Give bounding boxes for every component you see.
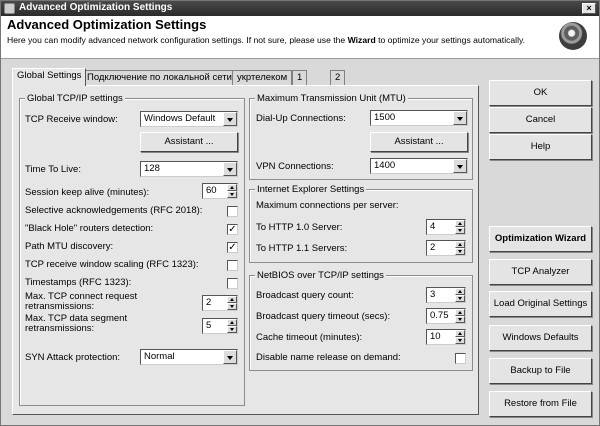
windows-defaults-button[interactable]: Windows Defaults [489, 325, 592, 351]
load-original-button[interactable]: Load Original Settings [489, 291, 592, 317]
stepper-down-icon[interactable] [455, 316, 465, 323]
max-connect-stepper[interactable] [202, 295, 238, 311]
group-tcpip-title: Global TCP/IP settings [27, 93, 123, 104]
http11-value: 2 [430, 242, 436, 253]
stepper-up-icon[interactable] [455, 330, 465, 337]
cache-label: Cache timeout (minutes): [256, 332, 363, 343]
vpn-select[interactable] [370, 158, 468, 174]
group-netbios [249, 270, 473, 371]
receive-window-select[interactable] [140, 111, 238, 127]
max-segment-value: 5 [206, 320, 212, 331]
cancel-button[interactable]: Cancel [489, 107, 592, 133]
subtitle-wizard-word: Wizard [347, 35, 376, 45]
receive-window-label: TCP Receive window: [25, 114, 118, 125]
keepalive-label: Session keep alive (minutes): [25, 187, 150, 198]
tab-global-settings[interactable]: Global Settings [12, 68, 86, 86]
header-subtitle [7, 35, 547, 45]
pmtu-label: Path MTU discovery: [25, 241, 114, 252]
stepper-buttons [455, 241, 465, 255]
receive-assistant-button[interactable]: Assistant ... [140, 132, 238, 152]
scaling-label: TCP receive window scaling (RFC 1323): [25, 259, 199, 270]
chevron-down-icon[interactable] [453, 111, 467, 125]
http10-value: 4 [430, 221, 436, 232]
stepper-buttons [455, 288, 465, 302]
bcount-value: 3 [430, 289, 436, 300]
chevron-down-icon[interactable] [223, 112, 237, 126]
globe-logo-icon [559, 22, 587, 50]
btimeout-value: 0.75 [430, 310, 449, 321]
chevron-down-icon[interactable] [223, 350, 237, 364]
chevron-down-icon[interactable] [453, 159, 467, 173]
ttl-select[interactable] [140, 161, 238, 177]
stepper-buttons [455, 220, 465, 234]
ie-max-label: Maximum connections per server: [256, 200, 399, 211]
vpn-label: VPN Connections: [256, 161, 334, 172]
optimization-wizard-button[interactable]: Optimization Wizard [489, 226, 592, 252]
close-button[interactable]: × [582, 3, 596, 14]
app-icon [4, 3, 15, 14]
tab-ukrtelecom[interactable]: укртелеком [232, 70, 292, 85]
title-bar[interactable] [1, 1, 599, 16]
max-connect-label: Max. TCP connect request retransmissions: [25, 291, 138, 312]
group-ie [249, 184, 473, 263]
max-segment-label: Max. TCP data segment retransmissions: [25, 313, 128, 334]
tab-panel-global [12, 85, 479, 415]
tab-local-connection[interactable]: Подключение по локальной сети [82, 70, 237, 85]
blackhole-label: "Black Hole" routers detection: [25, 223, 154, 234]
backup-to-file-button[interactable]: Backup to File [489, 358, 592, 384]
group-mtu-title: Maximum Transmission Unit (MTU) [257, 93, 406, 104]
dialup-value: 1500 [374, 112, 396, 123]
stepper-down-icon[interactable] [227, 326, 237, 333]
ttl-value: 128 [144, 163, 160, 174]
window-title: Advanced Optimization Settings [19, 2, 173, 13]
keepalive-value: 60 [206, 185, 217, 196]
bcount-stepper[interactable] [426, 287, 466, 303]
stepper-down-icon[interactable] [455, 227, 465, 234]
bcount-label: Broadcast query count: [256, 290, 354, 301]
blackhole-checkbox[interactable]: ✓ [228, 224, 237, 235]
timestamps-label: Timestamps (RFC 1323): [25, 277, 132, 288]
tcp-analyzer-button[interactable]: TCP Analyzer [489, 259, 592, 285]
disable-release-checkbox[interactable] [455, 353, 466, 364]
stepper-up-icon[interactable] [455, 241, 465, 248]
tab-2[interactable]: 2 [330, 70, 345, 85]
stepper-down-icon[interactable] [227, 303, 237, 310]
group-netbios-title: NetBIOS over TCP/IP settings [257, 270, 384, 281]
scaling-checkbox[interactable] [227, 260, 238, 271]
group-tcpip [19, 93, 245, 406]
timestamps-checkbox[interactable] [227, 278, 238, 289]
stepper-up-icon[interactable] [227, 319, 237, 326]
help-button[interactable]: Help [489, 134, 592, 160]
max-segment-stepper[interactable] [202, 318, 238, 334]
subtitle-text-1: Here you can modify advanced network configuration settings. If not sure, please use the [7, 35, 348, 45]
chevron-down-icon[interactable] [223, 162, 237, 176]
disable-release-label: Disable name release on demand: [256, 352, 401, 363]
ttl-label: Time To Live: [25, 164, 81, 175]
stepper-up-icon[interactable] [227, 296, 237, 303]
syn-label: SYN Attack protection: [25, 352, 121, 363]
stepper-buttons [455, 330, 465, 344]
syn-value: Normal [144, 351, 175, 362]
subtitle-text-2: to optimize your settings automatically. [375, 35, 526, 45]
stepper-up-icon[interactable] [455, 220, 465, 227]
syn-select[interactable] [140, 349, 238, 365]
stepper-down-icon[interactable] [455, 337, 465, 344]
pmtu-checkbox[interactable]: ✓ [228, 242, 237, 253]
tab-1[interactable]: 1 [292, 70, 307, 85]
http10-label: To HTTP 1.0 Server: [256, 222, 343, 233]
stepper-down-icon[interactable] [227, 191, 237, 198]
cache-value: 10 [430, 331, 441, 342]
header-banner [1, 16, 599, 59]
max-connect-value: 2 [206, 297, 212, 308]
dialup-select[interactable] [370, 110, 468, 126]
sack-checkbox[interactable] [227, 206, 238, 217]
sack-label: Selective acknowledgements (RFC 2018): [25, 205, 203, 216]
stepper-buttons [227, 319, 237, 333]
btimeout-label: Broadcast query timeout (secs): [256, 311, 391, 322]
stepper-up-icon[interactable] [227, 184, 237, 191]
http11-label: To HTTP 1.1 Servers: [256, 243, 348, 254]
page-title: Advanced Optimization Settings [7, 17, 207, 32]
vpn-value: 1400 [374, 160, 396, 171]
stepper-buttons [227, 296, 237, 310]
http11-stepper[interactable] [426, 240, 466, 256]
group-ie-title: Internet Explorer Settings [257, 184, 365, 195]
mtu-assistant-button[interactable]: Assistant ... [370, 132, 468, 152]
stepper-up-icon[interactable] [455, 309, 465, 316]
group-mtu [249, 93, 473, 180]
receive-window-value: Windows Default [144, 113, 216, 124]
ok-button[interactable]: OK [489, 80, 592, 106]
restore-from-file-button[interactable]: Restore from File [489, 391, 592, 417]
stepper-buttons [227, 184, 237, 198]
dialup-label: Dial-Up Connections: [256, 113, 346, 124]
http10-stepper[interactable] [426, 219, 466, 235]
cache-stepper[interactable] [426, 329, 466, 345]
keepalive-stepper[interactable] [202, 183, 238, 199]
stepper-down-icon[interactable] [455, 248, 465, 255]
stepper-down-icon[interactable] [455, 295, 465, 302]
stepper-up-icon[interactable] [455, 288, 465, 295]
btimeout-stepper[interactable] [426, 308, 466, 324]
stepper-buttons [455, 309, 465, 323]
